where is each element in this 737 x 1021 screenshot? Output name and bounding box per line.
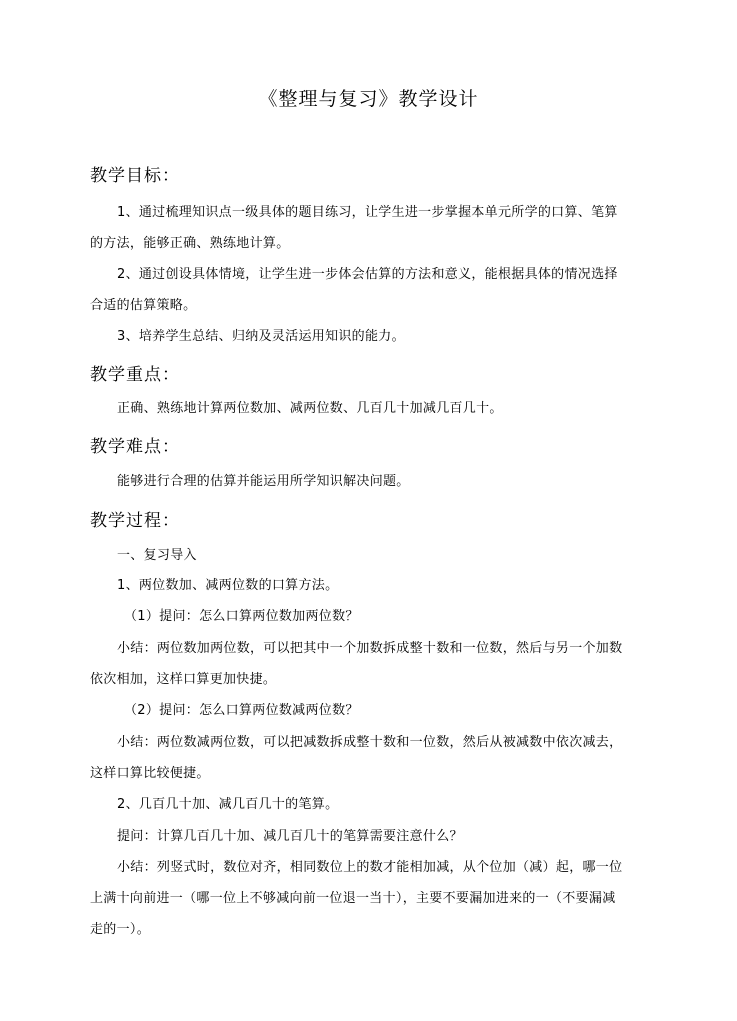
difficulties-text: 能够进行合理的估算并能运用所学知识解决问题。 [117,474,410,489]
goal-2-line-1: 2、通过创设具体情境，让学生进一步体会估算的方法和意义，能根据具体的情况选择 [117,267,618,282]
process-summary-1-line-2: 依次相加，这样口算更加快捷。 [90,672,277,687]
process-summary-2-line-1: 小结：两位数减两位数，可以把减数拆成整十数和一位数，然后从被减数中依次减去， [117,735,623,750]
section-heading-goals: 教学目标： [90,166,180,186]
goal-2-line-2: 合适的估算策略。 [90,298,197,313]
section-heading-key-points: 教学重点： [90,365,180,385]
process-summary-1-line-1: 小结：两位数加两位数，可以把其中一个加数拆成整十数和一位数，然后与另一个加数 [117,641,623,656]
goal-3-line-1: 3、培养学生总结、归纳及灵活运用知识的能力。 [117,329,405,344]
process-question-1: （1）提问：怎么口算两位数加两位数？ [124,609,359,624]
goal-1-line-1: 1、通过梳理知识点一级具体的题目练习，让学生进一步掌握本单元所学的口算、笔算 [117,205,618,220]
process-summary-3-line-3: 走的一）。 [90,922,151,937]
process-summary-2-line-2: 这样口算比较便捷。 [90,766,210,781]
process-question-2: （2）提问：怎么口算两位数减两位数？ [124,703,359,718]
section-heading-difficulties: 教学难点： [90,437,180,457]
process-item-1: 1、两位数加、减两位数的口算方法。 [117,578,339,593]
process-item-2: 2、几百几十加、减几百几十的笔算。 [117,797,339,812]
key-points-text: 正确、熟练地计算两位数加、减两位数、几百几十加减几百几十。 [117,401,503,416]
process-summary-3-line-1: 小结：列竖式时，数位对齐，相同数位上的数才能相加减，从个位加（减）起，哪一位 [117,860,623,875]
section-heading-process: 教学过程： [90,511,180,531]
document-title: 《整理与复习》教学设计 [258,88,479,110]
process-part-1: 一、复习导入 [117,548,197,563]
process-summary-3-line-2: 上满十向前进一（哪一位上不够减向前一位退一当十），主要不要漏加进来的一（不要漏减 [90,891,616,906]
process-question-3: 提问：计算几百几十加、减几百几十的笔算需要注意什么？ [117,829,463,844]
goal-1-line-2: 的方法，能够正确、熟练地计算。 [90,236,290,251]
